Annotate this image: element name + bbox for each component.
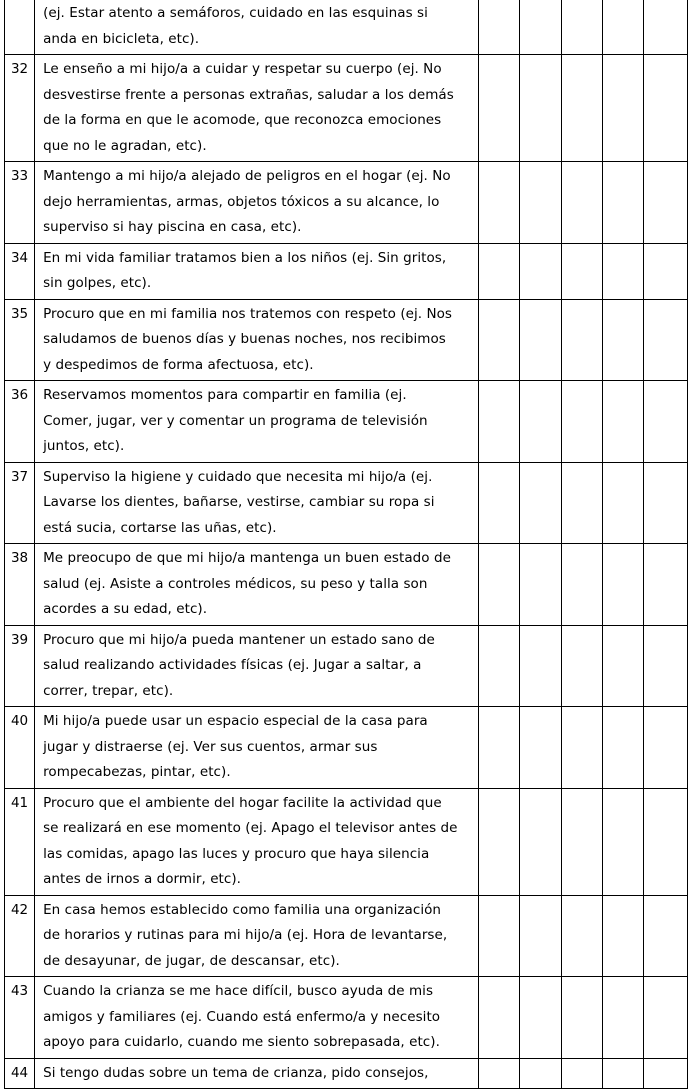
statement-line: Me preocupo de que mi hijo/a mantenga un buen estado de — [43, 550, 451, 566]
response-option-cell-2[interactable] — [520, 299, 561, 381]
table-row — [5, 977, 688, 1059]
response-option-cell-4[interactable] — [602, 243, 643, 299]
response-option-cell-1[interactable] — [479, 381, 520, 463]
response-option-cell-1[interactable] — [479, 0, 520, 55]
response-option-cell-4[interactable] — [602, 0, 643, 55]
statement-line: amigos y familiares (ej. Cuando está enfermo/a y necesito — [43, 1008, 441, 1025]
response-option-cell-5[interactable] — [643, 462, 687, 544]
statement-line: Mi hijo/a puede usar un espacio especial de la casa para — [43, 713, 428, 729]
response-option-cell-2[interactable] — [520, 55, 561, 162]
statement-line: anda en bicicleta, etc). — [43, 30, 200, 47]
statement-line: Reservamos momentos para compartir en familia (ej. — [43, 387, 407, 403]
response-option-cell-3[interactable] — [561, 299, 602, 381]
item-statement — [35, 55, 479, 162]
response-option-cell-3[interactable] — [561, 544, 602, 626]
statement-line: sin golpes, etc). — [43, 275, 152, 291]
response-option-cell-5[interactable] — [643, 895, 687, 977]
table-row — [5, 381, 688, 463]
statement-line: de desayunar, de jugar, de descansar, etc). — [43, 952, 340, 969]
response-option-cell-5[interactable] — [643, 381, 687, 463]
response-option-cell-3[interactable] — [561, 462, 602, 544]
item-number: 34 — [5, 243, 35, 299]
item-number: 32 — [5, 55, 35, 162]
response-option-cell-1[interactable] — [479, 1058, 520, 1089]
response-option-cell-3[interactable] — [561, 381, 602, 463]
response-option-cell-2[interactable] — [520, 788, 561, 895]
response-option-cell-3[interactable] — [561, 1058, 602, 1089]
table-row — [5, 162, 688, 244]
table-row — [5, 625, 688, 707]
response-option-cell-5[interactable] — [643, 1058, 687, 1089]
response-option-cell-4[interactable] — [602, 707, 643, 789]
response-option-cell-4[interactable] — [602, 788, 643, 895]
item-statement — [35, 0, 479, 55]
response-option-cell-2[interactable] — [520, 243, 561, 299]
response-option-cell-1[interactable] — [479, 462, 520, 544]
response-option-cell-2[interactable] — [520, 977, 561, 1059]
response-option-cell-5[interactable] — [643, 788, 687, 895]
item-number: 36 — [5, 381, 35, 463]
response-option-cell-1[interactable] — [479, 707, 520, 789]
statement-line: las comidas, apago las luces y procuro que haya silencia — [43, 845, 430, 862]
item-number: 40 — [5, 707, 35, 789]
item-number — [5, 0, 35, 55]
response-option-cell-3[interactable] — [561, 977, 602, 1059]
response-option-cell-4[interactable] — [602, 55, 643, 162]
response-option-cell-5[interactable] — [643, 55, 687, 162]
item-number: 43 — [5, 977, 35, 1059]
statement-line: y despedimos de forma afectuosa, etc). — [43, 356, 314, 373]
statement-line: Cuando la crianza se me hace difícil, busco ayuda de mis — [43, 983, 434, 999]
response-option-cell-1[interactable] — [479, 895, 520, 977]
response-option-cell-5[interactable] — [643, 0, 687, 55]
statement-line: correr, trepar, etc). — [43, 682, 174, 699]
statement-line: En casa hemos establecido como familia una organización — [43, 901, 442, 918]
response-option-cell-3[interactable] — [561, 55, 602, 162]
statement-line: Procuro que en mi familia nos tratemos con respeto (ej. Nos — [43, 305, 453, 322]
item-number: 35 — [5, 299, 35, 381]
statement-line: se realizará en ese momento (ej. Apago el televisor antes de — [43, 820, 458, 836]
statement-line: superviso si hay piscina en casa, etc). — [43, 219, 302, 235]
response-option-cell-4[interactable] — [602, 299, 643, 381]
response-option-cell-1[interactable] — [479, 243, 520, 299]
response-option-cell-2[interactable] — [520, 381, 561, 463]
response-option-cell-3[interactable] — [561, 707, 602, 789]
item-statement — [35, 462, 479, 544]
table-row — [5, 788, 688, 895]
response-option-cell-1[interactable] — [479, 625, 520, 707]
item-statement — [35, 895, 479, 977]
response-option-cell-4[interactable] — [602, 162, 643, 244]
response-option-cell-5[interactable] — [643, 162, 687, 244]
table-row — [5, 462, 688, 544]
item-statement — [35, 381, 479, 463]
response-option-cell-1[interactable] — [479, 788, 520, 895]
item-number: 37 — [5, 462, 35, 544]
table-row — [5, 544, 688, 626]
response-option-cell-4[interactable] — [602, 462, 643, 544]
item-statement — [35, 162, 479, 244]
item-statement — [35, 544, 479, 626]
item-statement — [35, 977, 479, 1059]
item-statement — [35, 243, 479, 299]
statement-line: En mi vida familiar tratamos bien a los niños (ej. Sin gritos, — [43, 249, 447, 266]
statement-line: Lavarse los dientes, bañarse, vestirse, cambiar su ropa si — [43, 494, 435, 510]
statement-line: Procuro que mi hijo/a pueda mantener un estado sano de — [43, 631, 435, 648]
statement-line: de horarios y rutinas para mi hijo/a (ej. Hora de levantarse, — [43, 927, 448, 943]
response-option-cell-1[interactable] — [479, 55, 520, 162]
statement-line: desvestirse frente a personas extrañas, saludar a los demás — [43, 86, 454, 103]
response-option-cell-4[interactable] — [602, 544, 643, 626]
table-row — [5, 243, 688, 299]
table-row — [5, 1058, 688, 1089]
table-row — [5, 299, 688, 381]
statement-line: Mantengo a mi hijo/a alejado de peligros en el hogar (ej. No — [43, 168, 451, 184]
response-option-cell-1[interactable] — [479, 977, 520, 1059]
statement-line: de la forma en que le acomode, que reconozca emociones — [43, 112, 442, 128]
response-option-cell-2[interactable] — [520, 544, 561, 626]
statement-line: está sucia, cortarse las uñas, etc). — [43, 519, 277, 536]
table-row — [5, 0, 688, 55]
statement-line: salud realizando actividades físicas (ej. Jugar a saltar, a — [43, 657, 422, 673]
response-option-cell-5[interactable] — [643, 544, 687, 626]
response-option-cell-2[interactable] — [520, 1058, 561, 1089]
response-option-cell-4[interactable] — [602, 977, 643, 1059]
item-number: 41 — [5, 788, 35, 895]
statement-line: Si tengo dudas sobre un tema de crianza, pido consejos, — [43, 1064, 429, 1081]
table-row — [5, 55, 688, 162]
item-number: 44 — [5, 1058, 35, 1089]
item-number: 38 — [5, 544, 35, 626]
response-option-cell-2[interactable] — [520, 0, 561, 55]
statement-line: antes de irnos a dormir, etc). — [43, 871, 242, 887]
response-option-cell-5[interactable] — [643, 243, 687, 299]
statement-line: (ej. Estar atento a semáforos, cuidado en las esquinas si — [43, 5, 428, 21]
statement-line: rompecabezas, pintar, etc). — [43, 764, 231, 780]
response-option-cell-3[interactable] — [561, 162, 602, 244]
statement-line: salud (ej. Asiste a controles médicos, su peso y talla son — [43, 575, 428, 592]
response-option-cell-1[interactable] — [479, 162, 520, 244]
item-number: 39 — [5, 625, 35, 707]
table-row — [5, 895, 688, 977]
response-option-cell-1[interactable] — [479, 544, 520, 626]
item-statement — [35, 788, 479, 895]
statement-line: Procuro que el ambiente del hogar facilite la actividad que — [43, 794, 442, 811]
statement-line: Superviso la higiene y cuidado que necesita mi hijo/a (ej. — [43, 468, 433, 485]
response-option-cell-3[interactable] — [561, 243, 602, 299]
item-statement — [35, 299, 479, 381]
statement-line: juntos, etc). — [43, 438, 125, 454]
statement-line: que no le agradan, etc). — [43, 137, 207, 154]
item-statement — [35, 625, 479, 707]
response-option-cell-4[interactable] — [602, 895, 643, 977]
response-option-cell-3[interactable] — [561, 895, 602, 977]
response-option-cell-5[interactable] — [643, 299, 687, 381]
statement-line: saludamos de buenos días y buenas noches, nos recibimos — [43, 331, 446, 347]
response-option-cell-2[interactable] — [520, 895, 561, 977]
response-option-cell-1[interactable] — [479, 299, 520, 381]
statement-line: jugar y distraerse (ej. Ver sus cuentos, armar sus — [43, 738, 378, 755]
table-row — [5, 707, 688, 789]
response-option-cell-5[interactable] — [643, 707, 687, 789]
item-number: 33 — [5, 162, 35, 244]
response-option-cell-3[interactable] — [561, 0, 602, 55]
item-statement — [35, 707, 479, 789]
item-number: 42 — [5, 895, 35, 977]
response-option-cell-4[interactable] — [602, 625, 643, 707]
response-option-cell-3[interactable] — [561, 625, 602, 707]
response-option-cell-4[interactable] — [602, 381, 643, 463]
response-option-cell-2[interactable] — [520, 462, 561, 544]
statement-line: apoyo para cuidarlo, cuando me siento sobrepasada, etc). — [43, 1034, 440, 1050]
response-option-cell-2[interactable] — [520, 162, 561, 244]
response-option-cell-4[interactable] — [602, 1058, 643, 1089]
statement-line: Comer, jugar, ver y comentar un programa de televisión — [43, 412, 428, 429]
statement-line: acordes a su edad, etc). — [43, 601, 208, 617]
response-option-cell-2[interactable] — [520, 625, 561, 707]
response-option-cell-5[interactable] — [643, 625, 687, 707]
statement-line: Le enseño a mi hijo/a a cuidar y respetar su cuerpo (ej. No — [43, 61, 442, 77]
response-option-cell-3[interactable] — [561, 788, 602, 895]
item-statement — [35, 1058, 479, 1089]
questionnaire-table — [4, 0, 688, 1089]
response-option-cell-5[interactable] — [643, 977, 687, 1059]
response-option-cell-2[interactable] — [520, 707, 561, 789]
statement-line: dejo herramientas, armas, objetos tóxicos a su alcance, lo — [43, 193, 440, 210]
